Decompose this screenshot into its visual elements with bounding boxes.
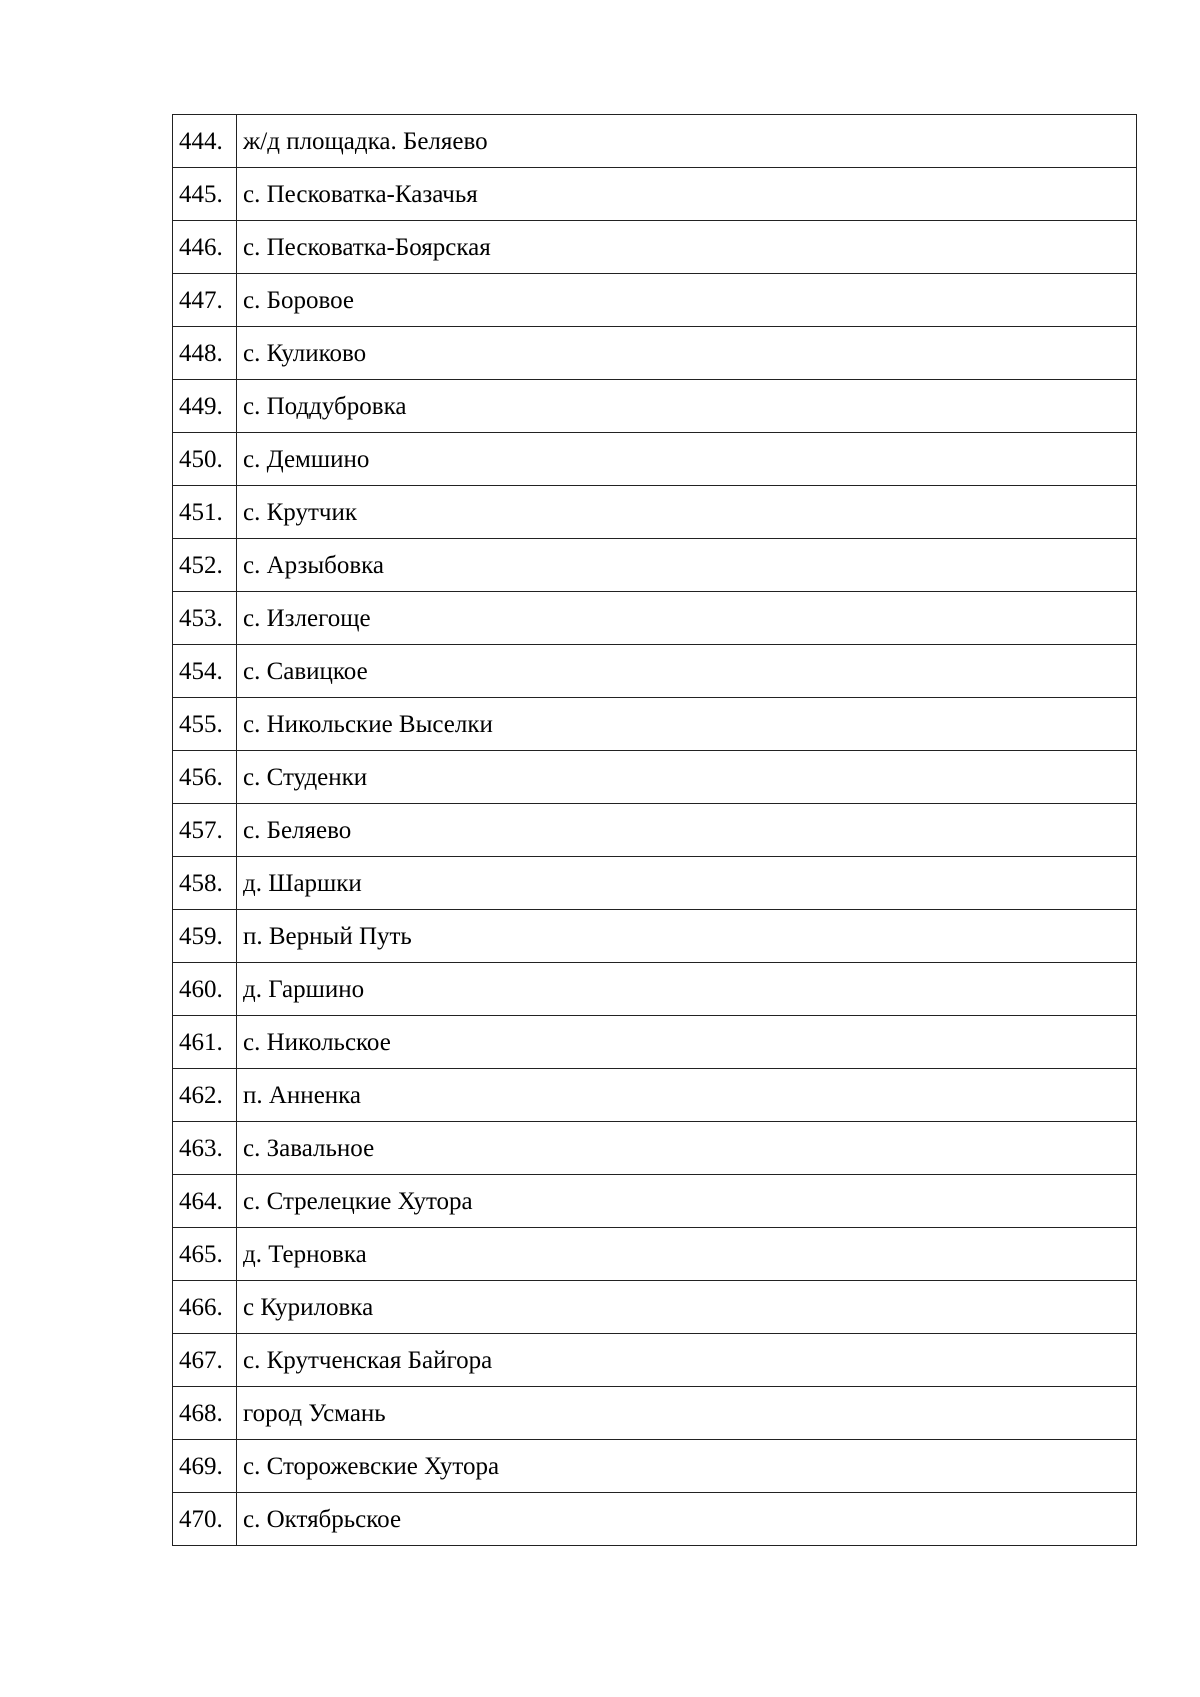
row-number: 449. xyxy=(173,380,237,433)
row-number: 470. xyxy=(173,1493,237,1546)
row-number: 445. xyxy=(173,168,237,221)
settlement-name: с. Никольское xyxy=(237,1016,1137,1069)
settlement-name: с. Завальное xyxy=(237,1122,1137,1175)
table-row xyxy=(173,1281,1137,1334)
row-number: 450. xyxy=(173,433,237,486)
settlements-table xyxy=(172,114,1137,1546)
table-row xyxy=(173,963,1137,1016)
settlement-name: город Усмань xyxy=(237,1387,1137,1440)
table-row xyxy=(173,804,1137,857)
table-row xyxy=(173,1228,1137,1281)
table-row xyxy=(173,910,1137,963)
row-number: 447. xyxy=(173,274,237,327)
settlement-name: с. Стрелецкие Хутора xyxy=(237,1175,1137,1228)
row-number: 464. xyxy=(173,1175,237,1228)
row-number: 467. xyxy=(173,1334,237,1387)
row-number: 459. xyxy=(173,910,237,963)
settlement-name: п. Верный Путь xyxy=(237,910,1137,963)
row-number: 453. xyxy=(173,592,237,645)
settlement-name: с. Песковатка-Боярская xyxy=(237,221,1137,274)
settlement-name: с. Арзыбовка xyxy=(237,539,1137,592)
row-number: 465. xyxy=(173,1228,237,1281)
row-number: 451. xyxy=(173,486,237,539)
table-row xyxy=(173,592,1137,645)
table-row xyxy=(173,433,1137,486)
table-row xyxy=(173,857,1137,910)
settlement-name: с. Куликово xyxy=(237,327,1137,380)
table-row xyxy=(173,751,1137,804)
settlement-name: с. Крутченская Байгора xyxy=(237,1334,1137,1387)
table-row xyxy=(173,1334,1137,1387)
row-number: 469. xyxy=(173,1440,237,1493)
table-row xyxy=(173,221,1137,274)
table-row xyxy=(173,1175,1137,1228)
row-number: 458. xyxy=(173,857,237,910)
table-row xyxy=(173,698,1137,751)
table-row xyxy=(173,380,1137,433)
settlements-table-body xyxy=(173,115,1137,1546)
settlement-name: с. Савицкое xyxy=(237,645,1137,698)
table-row xyxy=(173,1493,1137,1546)
row-number: 444. xyxy=(173,115,237,168)
row-number: 457. xyxy=(173,804,237,857)
settlement-name: с. Поддубровка xyxy=(237,380,1137,433)
row-number: 460. xyxy=(173,963,237,1016)
settlement-name: д. Терновка xyxy=(237,1228,1137,1281)
settlement-name: п. Анненка xyxy=(237,1069,1137,1122)
settlement-name: ж/д площадка. Беляево xyxy=(237,115,1137,168)
row-number: 462. xyxy=(173,1069,237,1122)
table-row xyxy=(173,1387,1137,1440)
table-row xyxy=(173,168,1137,221)
row-number: 461. xyxy=(173,1016,237,1069)
settlement-name: с. Боровое xyxy=(237,274,1137,327)
settlement-name: д. Шаршки xyxy=(237,857,1137,910)
table-row xyxy=(173,1069,1137,1122)
table-row xyxy=(173,539,1137,592)
settlement-name: с. Крутчик xyxy=(237,486,1137,539)
settlement-name: с. Никольские Выселки xyxy=(237,698,1137,751)
table-row xyxy=(173,645,1137,698)
row-number: 446. xyxy=(173,221,237,274)
row-number: 455. xyxy=(173,698,237,751)
row-number: 448. xyxy=(173,327,237,380)
settlement-name: с. Беляево xyxy=(237,804,1137,857)
settlement-name: с. Демшино xyxy=(237,433,1137,486)
settlement-name: с. Октябрьское xyxy=(237,1493,1137,1546)
settlement-name: д. Гаршино xyxy=(237,963,1137,1016)
settlement-name: с. Песковатка-Казачья xyxy=(237,168,1137,221)
row-number: 452. xyxy=(173,539,237,592)
table-row xyxy=(173,1122,1137,1175)
table-row xyxy=(173,274,1137,327)
table-row xyxy=(173,115,1137,168)
row-number: 463. xyxy=(173,1122,237,1175)
settlement-name: с Куриловка xyxy=(237,1281,1137,1334)
row-number: 454. xyxy=(173,645,237,698)
row-number: 468. xyxy=(173,1387,237,1440)
table-row xyxy=(173,486,1137,539)
settlement-name: с. Студенки xyxy=(237,751,1137,804)
table-row xyxy=(173,1016,1137,1069)
settlement-name: с. Сторожевские Хутора xyxy=(237,1440,1137,1493)
table-row xyxy=(173,327,1137,380)
table-row xyxy=(173,1440,1137,1493)
row-number: 466. xyxy=(173,1281,237,1334)
settlement-name: с. Излегоще xyxy=(237,592,1137,645)
row-number: 456. xyxy=(173,751,237,804)
